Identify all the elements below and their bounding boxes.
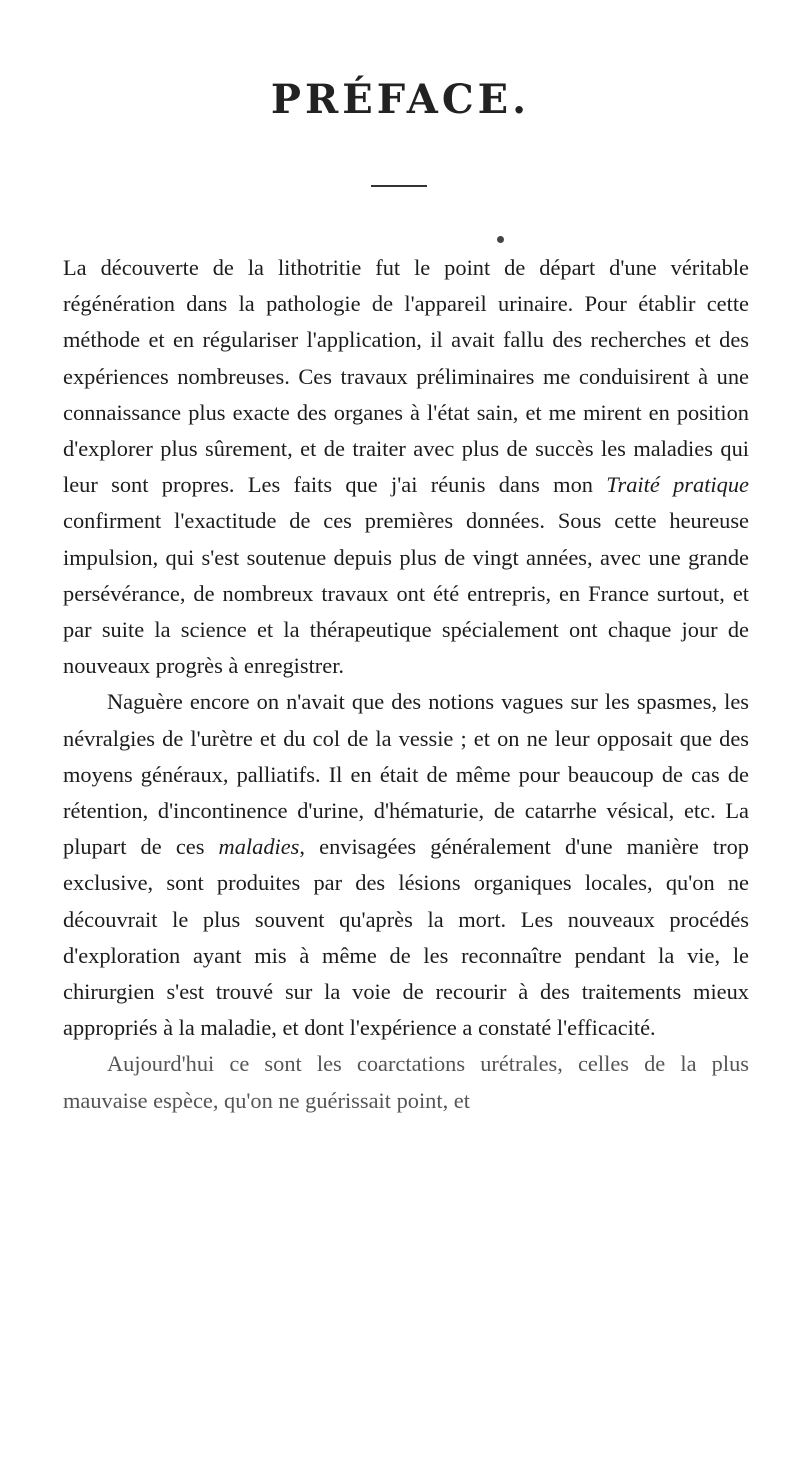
paragraph-3 bbox=[63, 1046, 749, 1118]
page-title: PRÉFACE. bbox=[270, 76, 531, 123]
body-text bbox=[63, 250, 749, 1119]
paragraph-1-text-a: La découverte de la lithotritie fut le point de départ d'une véritable régénération dans la pathologie de l'appareil urinaire. Pour établir cette méthode et en régulariser l'application, il avait fallu des recherches et des expériences nombreuses. Ces travaux préliminaires me conduisirent à une connaissance plus exacte des organes à l'état sain, et me mirent en position d'explorer plus sûrement, et de traiter avec plus de succès les maladies qui leur sont propres. Les faits que j'ai réunis dans mon bbox=[63, 255, 749, 498]
paragraph-3-text: Aujourd'hui ce sont les coarctations urétrales, celles de la plus mauvaise espèce, qu'on ne guérissait point, et bbox=[63, 1051, 749, 1113]
paragraph-2-text-a: Naguère encore on n'avait que des notions vagues sur les spasmes, les névralgies de l'urètre et du col de la vessie ; et on ne leur opposait que des moyens généraux, palliatifs. Il en était de même pour beaucoup de cas de rétention, d'incontinence d'urine, d'hématurie, de catarrhe vésical, etc. La plupart de ces bbox=[63, 689, 749, 860]
paragraph-1-italic-title: Traité pratique bbox=[606, 472, 749, 498]
paragraph-2-italic-word: maladies bbox=[218, 834, 300, 860]
paragraph-1 bbox=[63, 250, 749, 684]
paragraph-2 bbox=[63, 684, 749, 1046]
title-divider bbox=[371, 185, 427, 187]
ornament-dot bbox=[497, 236, 504, 243]
paragraph-1-text-b: confirment l'exactitude de ces premières données. Sous cette heureuse impulsion, qui s'est soutenue depuis plus de vingt années, avec une grande persévérance, de nombreux travaux ont été entrepris, en France surtout, et par suite la science et la thérapeutique spécialement ont chaque jour de nouveaux progrès à enregistrer. bbox=[63, 508, 749, 679]
paragraph-2-text-b: , envisagées généralement d'une manière trop exclusive, sont produites par des lésions organiques locales, qu'on ne découvrait le plus souvent qu'après la mort. Les nouveaux procédés d'exploration ayant mis à même de les reconnaître pendant la vie, le chirurgien s'est trouvé sur la voie de recourir à des traitements mieux appropriés à la maladie, et dont l'expérience a constaté l'efficacité. bbox=[63, 834, 749, 1041]
